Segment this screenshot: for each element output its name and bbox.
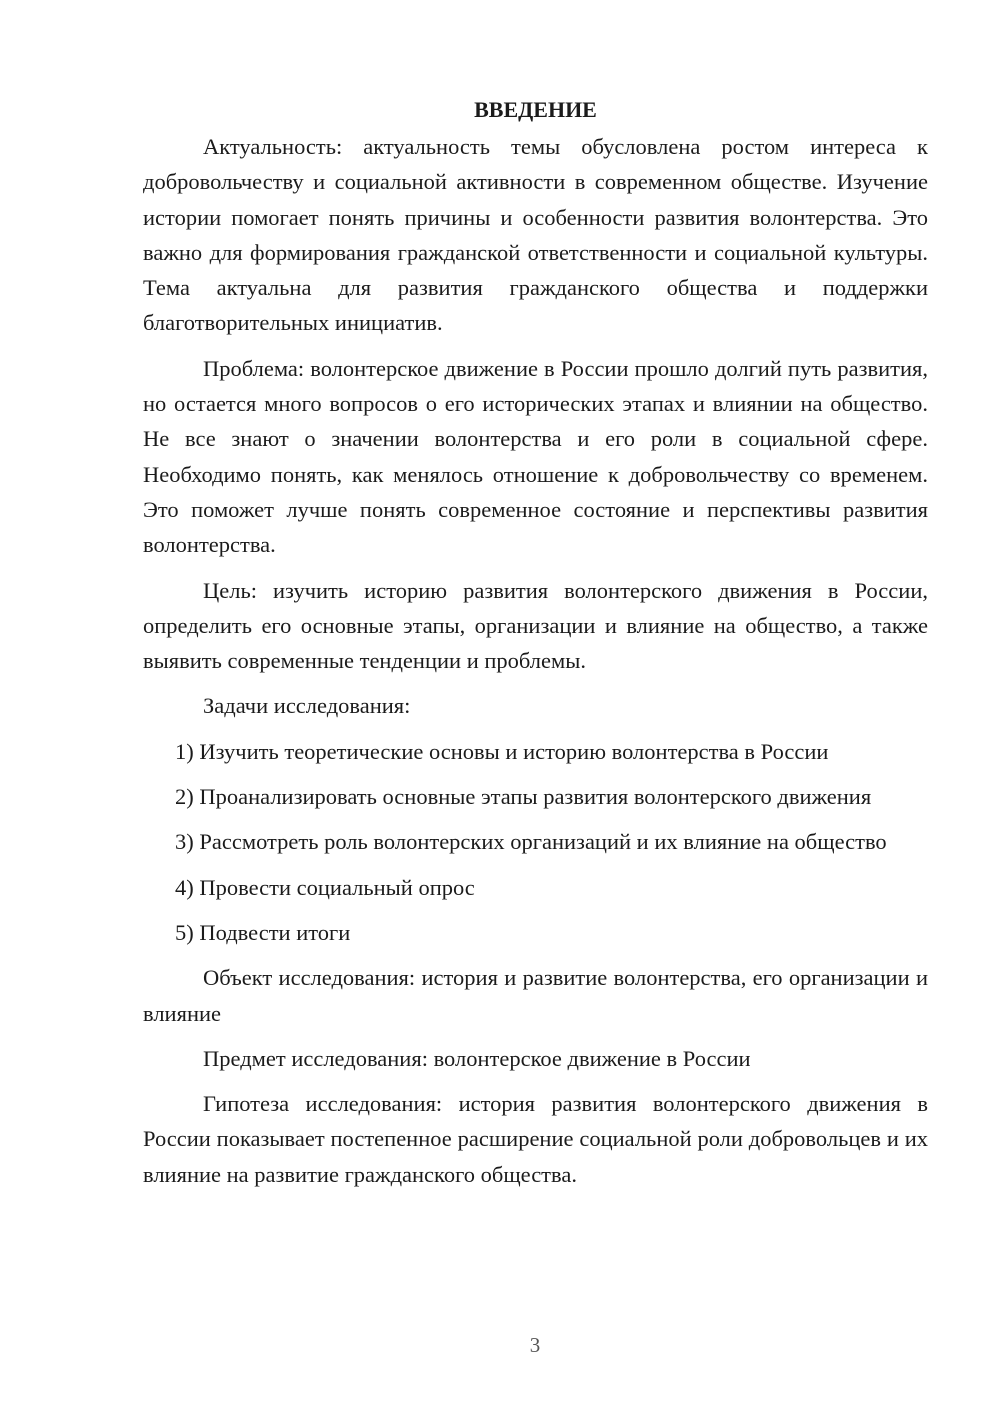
task-item-1: 1) Изучить теоретические основы и историю волонтерства в России bbox=[175, 738, 829, 764]
page-number: 3 bbox=[529, 1333, 541, 1357]
task-item-4: 4) Провести социальный опрос bbox=[175, 874, 475, 900]
subject-paragraph: Предмет исследования: волонтерское движение в России bbox=[203, 1045, 751, 1071]
relevance-paragraph: Актуальность: актуальность темы обусловлена ростом интереса к добровольчеству и социальной активности в современном обществе. Изучение истории помогает понять причины и особенности развития волонтерства. Это важно для формирования гражданской ответственности и социальной культуры. Тема актуальна для развития гражданского общества и поддержки благотворительных инициатив. bbox=[143, 134, 928, 336]
hypothesis-paragraph: Гипотеза исследования: история развития волонтерского движения в России показывает постепенное расширение социальной роли добровольцев и их влияние на развитие гражданского общества. bbox=[143, 1091, 928, 1187]
task-item-3: 3) Рассмотреть роль волонтерских организаций и их влияние на общество bbox=[175, 829, 887, 855]
object-paragraph: Объект исследования: история и развитие волонтерства, его организации и влияние bbox=[143, 965, 928, 1026]
document-page bbox=[143, 92, 928, 1202]
section-heading: ВВЕДЕНИЕ bbox=[474, 97, 597, 122]
problem-paragraph: Проблема: волонтерское движение в России прошло долгий путь развития, но остается много вопросов о его исторических этапах и влиянии на общество. Не все знают о значении волонтерства и его роли в социальной сфере. Необходимо понять, как менялось отношение к добровольчеству со временем. Это поможет лучше понять современное состояние и перспективы развития волонтерства. bbox=[143, 355, 928, 558]
goal-paragraph: Цель: изучить историю развития волонтерского движения в России, определить его основные этапы, организации и влияние на общество, а также выявить современные тенденции и проблемы. bbox=[143, 577, 928, 674]
task-item-5: 5) Подвести итоги bbox=[175, 919, 351, 945]
task-item-2: 2) Проанализировать основные этапы развития волонтерского движения bbox=[175, 784, 872, 810]
tasks-heading: Задачи исследования: bbox=[203, 693, 411, 719]
